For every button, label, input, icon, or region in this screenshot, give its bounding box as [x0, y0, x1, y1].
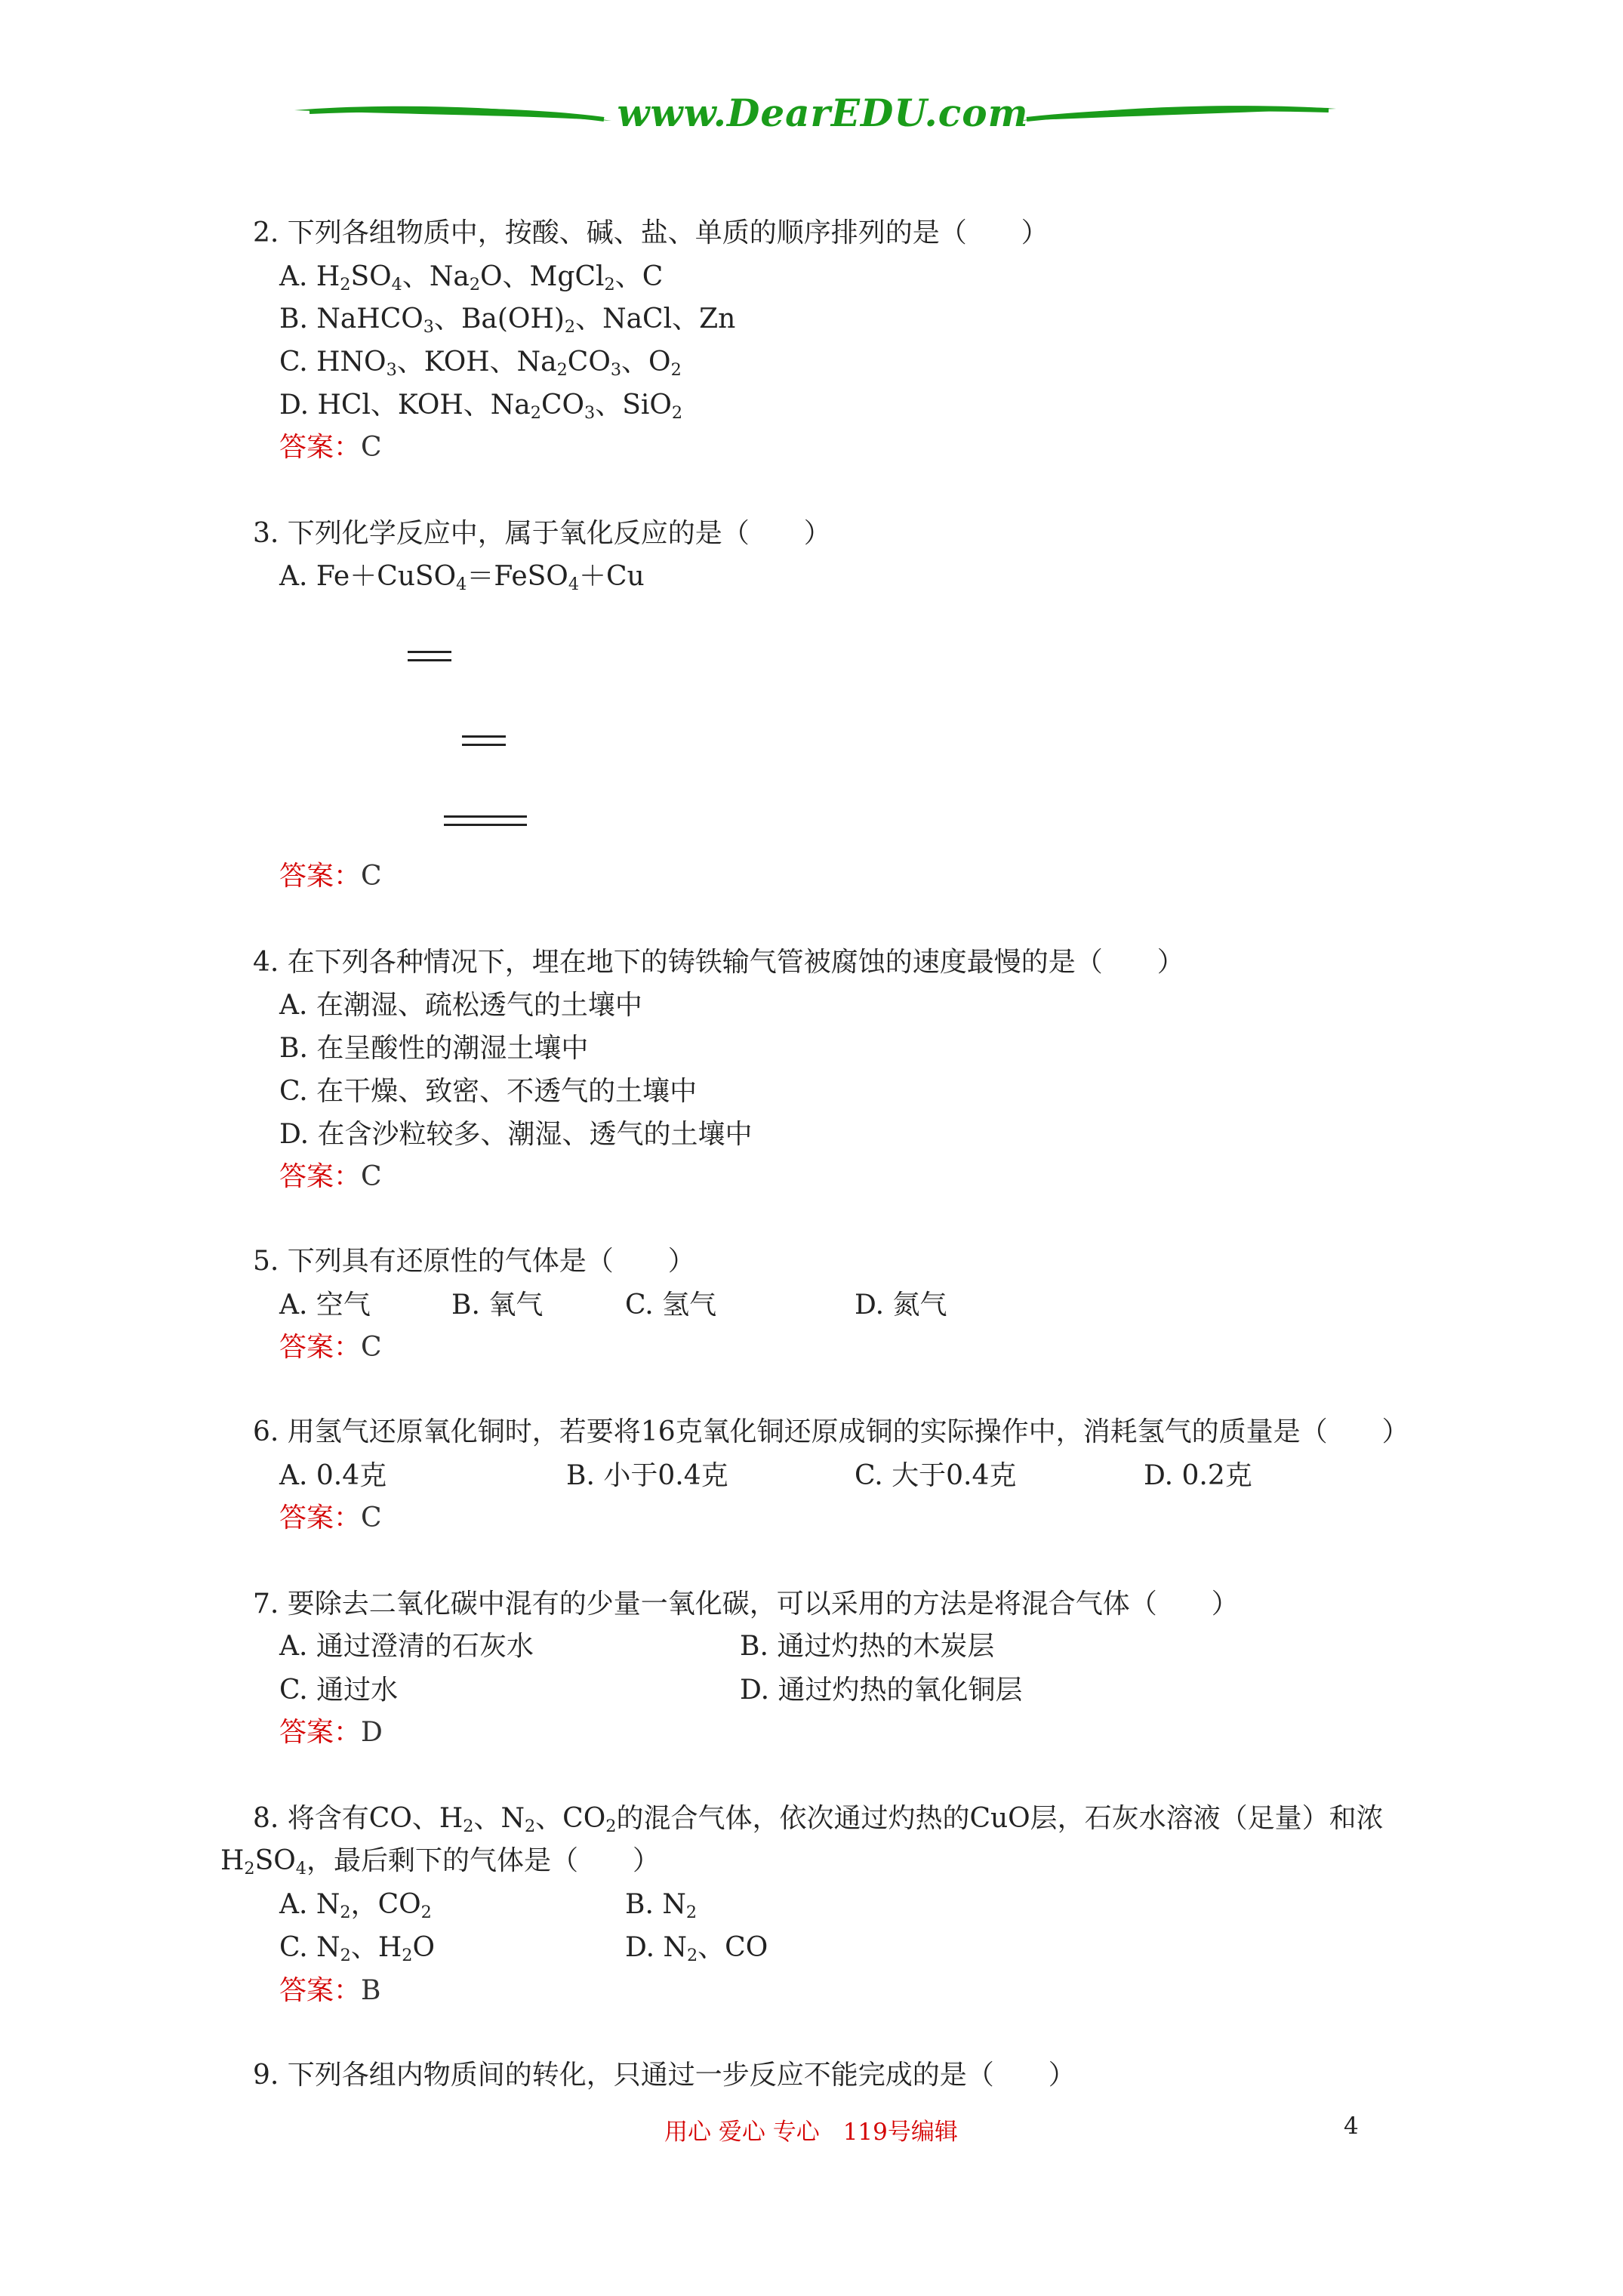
answer-label: 答案： — [279, 1975, 362, 2006]
question-5-option-c: C. 氢气 — [625, 1290, 717, 1321]
question-8-option-d: D. $N_2$、CO — [625, 1932, 768, 1966]
question-5-option-d: D. 氮气 — [855, 1290, 947, 1321]
question-7-answer — [279, 1715, 383, 1750]
question-7-stem: 7. 要除去二氧化碳中混有的少量一氧化碳，可以采用的方法是将混合气体（ ） — [253, 1589, 1239, 1620]
question-4-option-a: A. 在潮湿、疏松透气的土壤中 — [279, 990, 642, 1021]
footer-slogan: 用心 爱心 专心 119号编辑 — [664, 2119, 958, 2146]
question-8-option-c: C. $N_2$、$H_2O$ — [279, 1932, 435, 1966]
question-8-answer — [279, 1974, 380, 2008]
answer-value: B — [361, 1975, 381, 2006]
question-3-stem: 3. 下列化学反应中，属于氧化反应的是（ ） — [253, 518, 831, 549]
question-7-option-d: D. 通过灼热的氧化铜层 — [740, 1675, 1023, 1706]
question-8-stem-continued: $H_2SO_4$，最后剩下的气体是（ ） — [220, 1845, 661, 1879]
question-2-option-d: D. HCl、KOH、$Na_2CO_3$、SiO$_2$ — [279, 390, 683, 424]
question-4-option-b: B. 在呈酸性的潮湿土壤中 — [279, 1033, 589, 1064]
question-2-answer — [279, 430, 382, 465]
question-5-answer — [279, 1330, 382, 1365]
question-6-option-b: B. 小于0.4克 — [566, 1460, 728, 1491]
answer-value: C — [361, 432, 382, 463]
question-5-option-a: A. 空气 — [279, 1290, 371, 1321]
question-8-option-a: A. $N_2$，$CO_2$ — [279, 1889, 432, 1923]
answer-label: 答案： — [279, 861, 362, 892]
answer-label: 答案： — [279, 1332, 362, 1363]
question-9-stem: 9. 下列各组内物质间的转化，只通过一步反应不能完成的是（ ） — [253, 2060, 1076, 2091]
equation-sign-bar-3 — [444, 815, 527, 826]
answer-value: D — [361, 1717, 383, 1748]
question-3-answer — [279, 859, 382, 894]
answer-label: 答案： — [279, 432, 362, 463]
question-4-stem: 4. 在下列各种情况下，埋在地下的铸铁输气管被腐蚀的速度最慢的是（ ） — [253, 947, 1184, 978]
answer-value: C — [361, 1332, 382, 1363]
answer-value: C — [361, 1502, 382, 1533]
answer-label: 答案： — [279, 1161, 362, 1192]
question-2-option-a: A. $H_2SO_4$、$Na_2O$、MgCl$_2$、C — [279, 261, 664, 295]
question-3-option-a: A. Fe＋CuSO$_4$＝FeSO$_4$＋Cu — [279, 561, 645, 595]
question-5-option-b: B. 氧气 — [451, 1290, 544, 1321]
question-6-option-d: D. 0.2克 — [1144, 1460, 1252, 1491]
site-logo-text[interactable]: www.DearEDU.com — [617, 91, 1029, 135]
answer-label: 答案： — [279, 1717, 362, 1748]
answer-label: 答案： — [279, 1502, 362, 1533]
question-4-option-d: D. 在含沙粒较多、潮湿、透气的土壤中 — [279, 1119, 753, 1150]
question-7-option-b: B. 通过灼热的木炭层 — [740, 1631, 995, 1662]
question-8-option-b: B. $N_2$ — [625, 1889, 698, 1923]
question-4-option-c: C. 在干燥、致密、不透气的土壤中 — [279, 1076, 698, 1107]
question-5-stem: 5. 下列具有还原性的气体是（ ） — [253, 1246, 695, 1277]
equation-sign-bar-2 — [462, 735, 506, 746]
question-6-answer — [279, 1501, 382, 1536]
question-2-option-b: B. NaHCO$_3$、$Ba(OH)_2$、NaCl、Zn — [279, 304, 736, 337]
question-8-stem: 8. 将含有CO、$H_2$、$N_2$、$CO_2$的混合气体，依次通过灼热的CuO层，石灰水溶液（足量）和浓 — [253, 1803, 1384, 1837]
page-number: 4 — [1344, 2113, 1359, 2140]
question-2-stem — [253, 216, 1049, 251]
site-header — [294, 89, 1336, 157]
question-7-option-a: A. 通过澄清的石灰水 — [279, 1631, 534, 1662]
question-2-stem-text: 2. 下列各组物质中，按酸、碱、盐、单质的顺序排列的是（ ） — [253, 217, 1049, 248]
answer-value: C — [361, 861, 382, 892]
answer-value: C — [361, 1161, 382, 1192]
question-6-option-c: C. 大于0.4克 — [855, 1460, 1017, 1491]
question-7-option-c: C. 通过水 — [279, 1675, 399, 1706]
equation-sign-bar-1 — [408, 651, 451, 661]
question-6-option-a: A. 0.4克 — [279, 1460, 387, 1491]
question-4-answer — [279, 1160, 382, 1194]
question-6-stem: 6. 用氢气还原氧化铜时，若要将16克氧化铜还原成铜的实际操作中，消耗氢气的质量是（ ） — [253, 1416, 1409, 1447]
question-2-option-c: C. $HNO_3$、KOH、$Na_2CO_3$、$O_2$ — [279, 347, 682, 381]
